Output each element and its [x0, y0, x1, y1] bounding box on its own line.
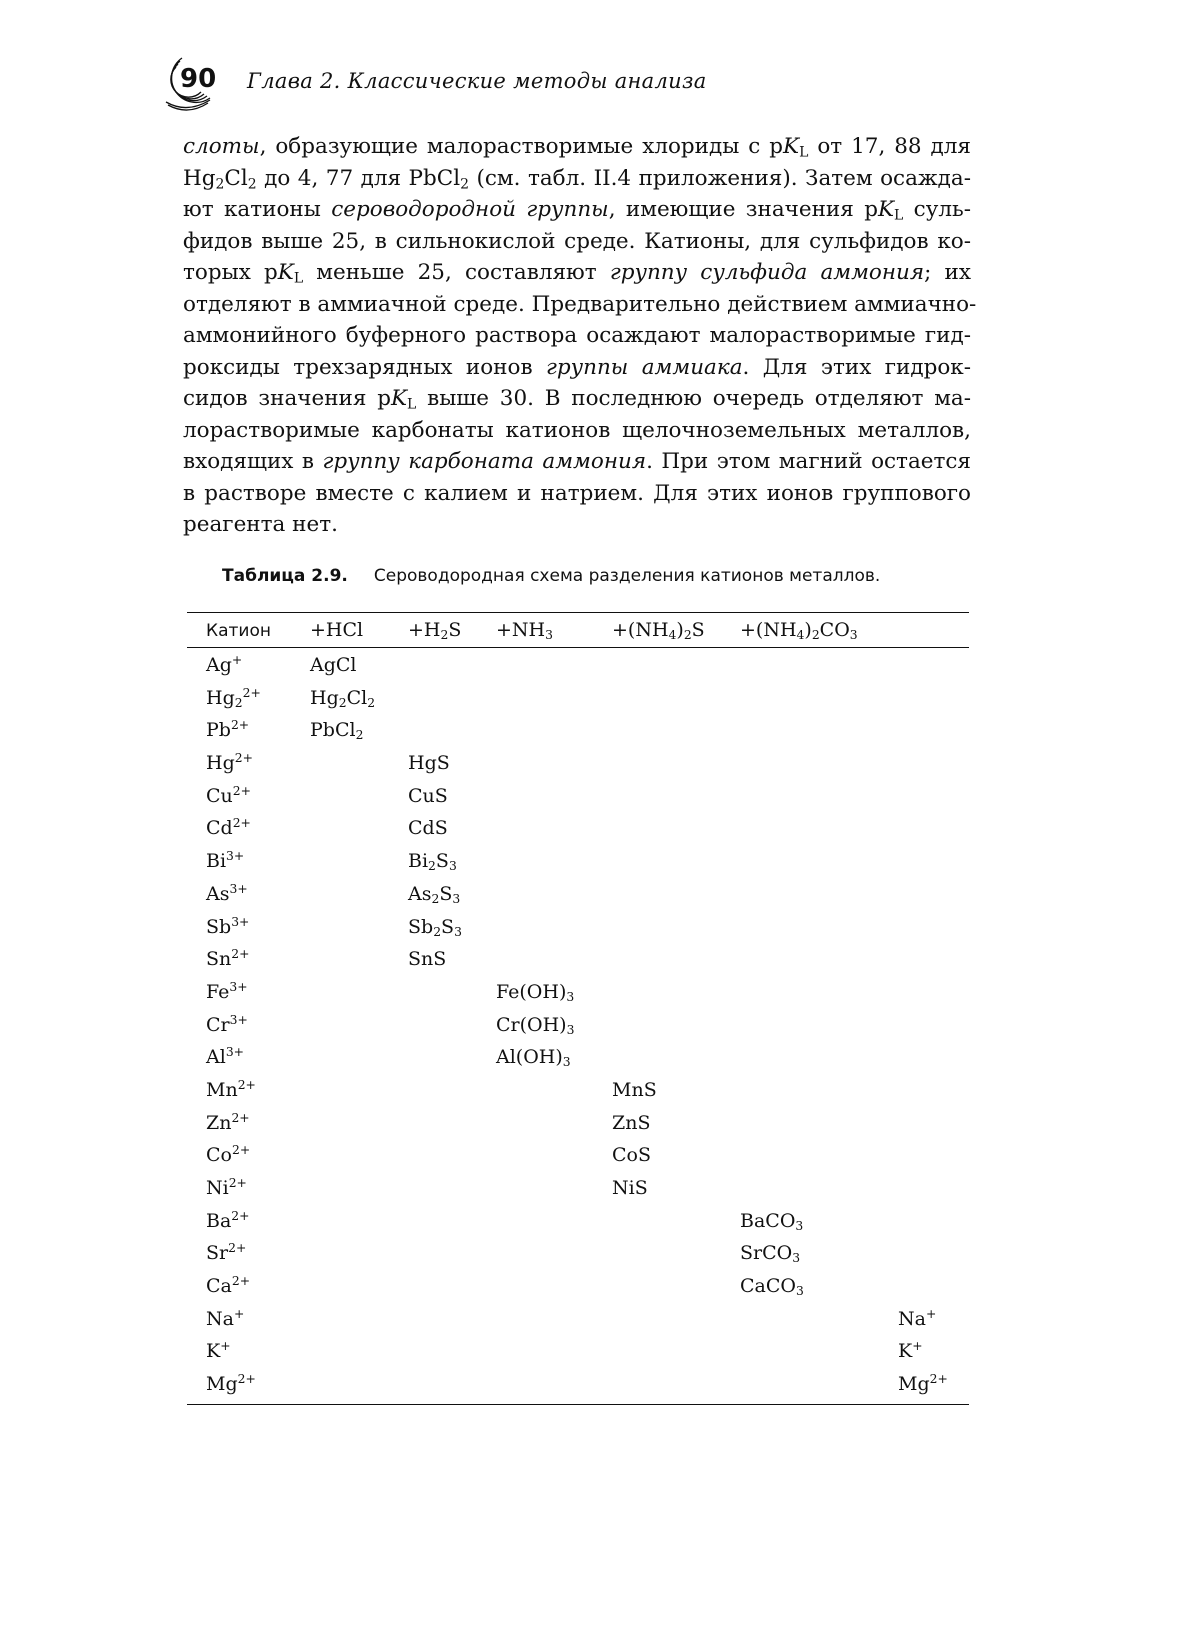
- product-cell: K+: [898, 1339, 923, 1363]
- cation-cell: $Zn^{2+}$: [206, 1110, 250, 1134]
- running-header-title: Глава 2. Классические методы анализа: [247, 69, 707, 93]
- table-row: [0, 1077, 1190, 1110]
- table-row: [0, 750, 1190, 783]
- column-header: $+H_2S$: [408, 619, 462, 643]
- column-header: Катион: [206, 621, 271, 641]
- cation-cell: $Hg^{2+}$: [206, 751, 253, 775]
- cation-cell: $Bi^{3+}$: [206, 849, 245, 873]
- product-cell: CuS: [408, 784, 448, 807]
- cation-cell: Na+: [206, 1306, 245, 1330]
- paragraph-line: торых $pK_L$ меньше 25, составляют группу сульфида аммония; их: [183, 260, 971, 287]
- cation-cell: K+: [206, 1339, 231, 1363]
- page-header: [152, 52, 952, 112]
- product-cell: $Mg^{2+}$: [898, 1372, 948, 1396]
- table-row: [0, 1338, 1190, 1371]
- paragraph-line: в растворе вместе с калием и натрием. Для этих ионов группового: [183, 480, 971, 506]
- table-caption: [222, 566, 880, 586]
- body-paragraph: [183, 131, 977, 541]
- cation-cell: $Ca^{2+}$: [206, 1274, 251, 1298]
- cation-cell: $Al^{3+}$: [206, 1045, 245, 1069]
- paragraph-line: отделяют в аммиачной среде. Предварительно действием аммиачно-: [183, 291, 977, 317]
- cation-cell: $Sr^{2+}$: [206, 1241, 247, 1265]
- cation-cell: $Ni^{2+}$: [206, 1176, 247, 1199]
- cation-cell: $Cu^{2+}$: [206, 783, 251, 807]
- product-cell: SnS: [408, 948, 447, 971]
- table-row: [0, 881, 1190, 914]
- cation-cell: $Sb^{3+}$: [206, 914, 250, 938]
- product-cell: PbCl$_2$: [310, 719, 364, 743]
- table-row: [0, 1012, 1190, 1045]
- cation-cell: $Hg_2^{2+}$: [206, 685, 261, 710]
- product-cell: MnS: [612, 1078, 657, 1101]
- table-header-rule: [187, 647, 969, 648]
- paragraph-line: фидов выше 25, в сильнокислой среде. Катионы, для сульфидов ко-: [183, 228, 971, 254]
- table-row: [0, 685, 1190, 718]
- product-cell: CoS: [612, 1144, 651, 1167]
- paragraph-line: лорастворимые карбонаты катионов щелочноземельных металлов,: [183, 417, 971, 443]
- table-row: [0, 946, 1190, 979]
- product-cell: $As_2S_3$: [408, 882, 461, 906]
- product-cell: $Fe(OH)_3$: [496, 980, 575, 1004]
- product-cell: $Bi_2S_3$: [408, 850, 457, 874]
- cation-cell: $Cr^{3+}$: [206, 1012, 248, 1036]
- cation-cell: $Ba^{2+}$: [206, 1208, 250, 1232]
- product-cell: ZnS: [612, 1111, 651, 1134]
- table-row: [0, 848, 1190, 881]
- product-cell: CdS: [408, 817, 448, 840]
- product-cell: $Sb_2S_3$: [408, 915, 462, 939]
- product-cell: SrCO$_3$: [740, 1242, 801, 1266]
- cation-cell: $As^{3+}$: [206, 882, 248, 905]
- cation-cell: $Co^{2+}$: [206, 1143, 251, 1167]
- table-row: [0, 815, 1190, 848]
- product-cell: $Al(OH)_3$: [496, 1046, 571, 1070]
- cation-cell: $Pb^{2+}$: [206, 718, 250, 742]
- table-row: [0, 652, 1190, 685]
- column-header: $+(NH_4)_2CO_3$: [740, 619, 858, 643]
- table-bottom-rule: [187, 1404, 969, 1405]
- product-cell: HgS: [408, 752, 450, 775]
- table-top-rule: [187, 612, 969, 613]
- paragraph-line: слоты, образующие малорастворимые хлориды с $pK_L$ от 17, 88 для: [183, 134, 971, 161]
- table-row: [0, 783, 1190, 816]
- table-body: [0, 652, 1190, 1404]
- table-row: [0, 1306, 1190, 1339]
- page-number: 90: [180, 64, 217, 94]
- cation-cell: $Sn^{2+}$: [206, 947, 250, 971]
- table-caption-label: Таблица 2.9.: [222, 566, 348, 586]
- table-row: [0, 1110, 1190, 1143]
- table-caption-text: Сероводородная схема разделения катионов металлов.: [373, 566, 881, 586]
- product-cell: Na+: [898, 1306, 937, 1330]
- paragraph-line: сидов значения $pK_L$ выше 30. В последнюю очередь отделяют ма-: [183, 386, 972, 413]
- cation-cell: Ag+: [206, 653, 243, 676]
- table-row: [0, 1273, 1190, 1306]
- paragraph-line: $Hg_2Cl_2$ до 4, 77 для PbCl$_2$ (см. табл. II.4 приложения). Затем осажда-: [183, 165, 971, 192]
- table-row: [0, 1044, 1190, 1077]
- paragraph-line: аммонийного буферного раствора осаждают малорастворимые гид-: [183, 323, 971, 348]
- paragraph-line: входящих в группу карбоната аммония. При этом магний остается: [183, 449, 971, 474]
- table-row: [0, 1142, 1190, 1175]
- cation-cell: $Cd^{2+}$: [206, 816, 251, 840]
- cation-cell: $Mg^{2+}$: [206, 1372, 256, 1396]
- table-row: [0, 1208, 1190, 1241]
- paragraph-line: роксиды трехзарядных ионов группы аммиака. Для этих гидрок-: [183, 354, 971, 380]
- product-cell: AgCl: [310, 654, 357, 676]
- paragraph-line: реагента нет.: [183, 512, 338, 537]
- column-header: $+NH_3$: [496, 619, 553, 643]
- table-row: [0, 1240, 1190, 1273]
- column-header: $+(NH_4)_2S$: [612, 619, 705, 643]
- column-header: +HCl: [310, 619, 364, 641]
- product-cell: NiS: [612, 1177, 648, 1199]
- product-cell: BaCO$_3$: [740, 1209, 804, 1233]
- table-row: [0, 717, 1190, 750]
- cation-cell: $Mn^{2+}$: [206, 1078, 256, 1101]
- table-row: [0, 1371, 1190, 1404]
- table-row: [0, 1175, 1190, 1208]
- table-header-row: [0, 619, 1190, 645]
- product-cell: CaCO$_3$: [740, 1275, 804, 1299]
- table-row: [0, 979, 1190, 1012]
- product-cell: $Cr(OH)_3$: [496, 1013, 575, 1037]
- cation-cell: $Fe^{3+}$: [206, 980, 248, 1003]
- paragraph-line: ют катионы сероводородной группы, имеющие значения $pK_L$ суль-: [183, 197, 971, 224]
- product-cell: $Hg_2Cl_2$: [310, 686, 376, 710]
- table-row: [0, 914, 1190, 947]
